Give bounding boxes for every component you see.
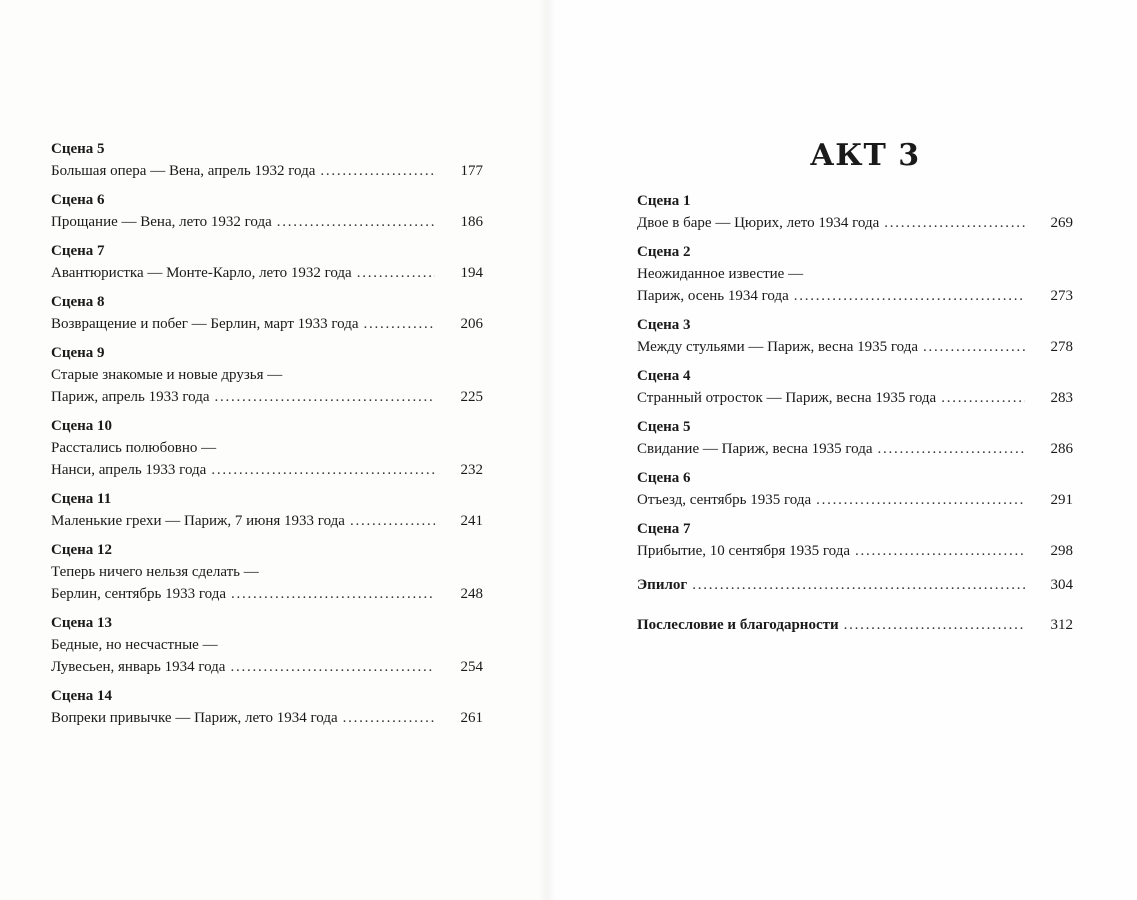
toc-entry[interactable]: [637, 467, 1073, 511]
page-number: 225: [460, 389, 483, 405]
leader-dots: [364, 313, 435, 335]
scene-title-line: [637, 489, 1073, 511]
scene-title-text: Между стульями — Париж, весна 1935 года: [637, 339, 919, 355]
scene-title-line: [51, 707, 483, 729]
toc-entry[interactable]: [51, 291, 483, 335]
scene-label: Сцена 14: [51, 688, 113, 704]
scene-title-text: Бедные, но несчастные —: [51, 637, 218, 653]
page-number: 261: [460, 710, 483, 726]
page-number: 254: [460, 659, 483, 675]
scene-title-line: [51, 386, 483, 408]
scene-title-text: Нанси, апрель 1933 года: [51, 462, 207, 478]
toc-entry[interactable]: [637, 314, 1073, 358]
toc-entry[interactable]: [637, 365, 1073, 409]
scene-title-text: Расстались полюбовно —: [51, 440, 217, 456]
scene-label: Сцена 6: [51, 192, 105, 208]
page-number: 286: [1050, 441, 1073, 457]
scene-title-text: Возвращение и побег — Берлин, март 1933 года: [51, 316, 359, 332]
scene-title-line: [51, 211, 483, 233]
toc-entry[interactable]: [637, 416, 1073, 460]
scene-label: Сцена 8: [51, 294, 105, 310]
toc-entry[interactable]: [51, 488, 483, 532]
scene-title-line: [51, 656, 483, 678]
scene-title-text: Неожиданное известие —: [637, 266, 804, 282]
leader-dots: [277, 211, 435, 233]
toc-entry-afterword[interactable]: [637, 614, 1073, 636]
scene-title-line: [51, 634, 483, 656]
scene-label: Сцена 9: [51, 345, 105, 361]
page-number: 186: [460, 214, 483, 230]
scene-label: Сцена 11: [51, 491, 112, 507]
act-title: АКТ 3: [809, 138, 921, 173]
scene-title-line: [51, 510, 483, 532]
scene-title-text: Прибытие, 10 сентября 1935 года: [637, 543, 851, 559]
scene-title-line: [51, 160, 483, 182]
scene-title-text: Авантюристка — Монте-Карло, лето 1932 года: [51, 265, 352, 281]
scene-label: Сцена 4: [637, 368, 691, 384]
scene-title-text: Теперь ничего нельзя сделать —: [51, 564, 259, 580]
leader-dots: [941, 387, 1025, 409]
toc-entry[interactable]: [51, 612, 483, 678]
epilogue-page-number: 304: [1050, 577, 1073, 593]
scene-title-text: Вопреки привычке — Париж, лето 1934 года: [51, 710, 338, 726]
scene-title-text: Большая опера — Вена, апрель 1932 года: [51, 163, 316, 179]
scene-label: Сцена 1: [637, 193, 691, 209]
toc-entry[interactable]: [637, 190, 1073, 234]
scene-label: Сцена 7: [51, 243, 105, 259]
page-number: 291: [1050, 492, 1073, 508]
page-number: 232: [460, 462, 483, 478]
scene-title-text: Странный отросток — Париж, весна 1935 года: [637, 390, 937, 406]
leader-dots: [211, 459, 435, 481]
scene-title-line: [637, 336, 1073, 358]
scene-title-line: [51, 561, 483, 583]
scene-title-line: [51, 437, 483, 459]
book-gutter: [538, 0, 556, 900]
afterword-page-number: 312: [1050, 617, 1073, 633]
scene-label: Сцена 3: [637, 317, 691, 333]
scene-title-text: Берлин, сентябрь 1933 года: [51, 586, 227, 602]
scene-title-line: [51, 459, 483, 481]
scene-title-line: [637, 212, 1073, 234]
page-number: 278: [1050, 339, 1073, 355]
toc-entry[interactable]: [51, 539, 483, 605]
scene-title-line: [637, 540, 1073, 562]
toc-entry[interactable]: [51, 685, 483, 729]
leader-dots: [844, 614, 1025, 636]
leader-dots: [855, 540, 1025, 562]
scene-label: Сцена 12: [51, 542, 113, 558]
leader-dots: [794, 285, 1025, 307]
page-number: 248: [460, 586, 483, 602]
toc-entry-epilogue[interactable]: [637, 574, 1073, 596]
leader-dots: [230, 656, 435, 678]
page-number: 273: [1050, 288, 1073, 304]
scene-title-text: Свидание — Париж, весна 1935 года: [637, 441, 873, 457]
page-number: 283: [1050, 390, 1073, 406]
afterword-label: Послесловие и благодарности: [637, 617, 839, 633]
scene-label: Сцена 10: [51, 418, 113, 434]
scene-title-text: Париж, апрель 1933 года: [51, 389, 210, 405]
leader-dots: [816, 489, 1025, 511]
leader-dots: [231, 583, 435, 605]
scene-title-text: Двое в баре — Цюрих, лето 1934 года: [637, 215, 880, 231]
scene-title-text: Лувесьен, январь 1934 года: [51, 659, 226, 675]
leader-dots: [884, 212, 1025, 234]
scene-title-text: Старые знакомые и новые друзья —: [51, 367, 283, 383]
scene-title-line: [51, 583, 483, 605]
scene-title-text: Париж, осень 1934 года: [637, 288, 789, 304]
toc-entry[interactable]: [51, 189, 483, 233]
right-toc-entries: [637, 190, 1073, 562]
page-number: 206: [460, 316, 483, 332]
leader-dots: [357, 262, 435, 284]
page-number: 194: [460, 265, 483, 281]
toc-entry[interactable]: [51, 240, 483, 284]
page-number: 298: [1050, 543, 1073, 559]
scene-label: Сцена 5: [637, 419, 691, 435]
scene-title-text: Маленькие грехи — Париж, 7 июня 1933 года: [51, 513, 345, 529]
scene-label: Сцена 13: [51, 615, 113, 631]
toc-entry[interactable]: [637, 518, 1073, 562]
toc-entry[interactable]: [51, 138, 483, 182]
scene-label: Сцена 5: [51, 141, 105, 157]
scene-title-line: [637, 263, 1073, 285]
left-toc-list: [51, 138, 483, 736]
toc-entry[interactable]: [51, 415, 483, 481]
page-number: 241: [460, 513, 483, 529]
leader-dots: [923, 336, 1025, 358]
leader-dots: [215, 386, 436, 408]
page-number: 269: [1050, 215, 1073, 231]
leader-dots: [343, 707, 435, 729]
epilogue-label: Эпилог: [637, 577, 688, 593]
leader-dots: [692, 574, 1025, 596]
scene-title-text: Отъезд, сентябрь 1935 года: [637, 492, 812, 508]
scene-label: Сцена 6: [637, 470, 691, 486]
page-number: 177: [460, 163, 483, 179]
scene-label: Сцена 2: [637, 244, 691, 260]
scene-title-line: [51, 262, 483, 284]
leader-dots: [350, 510, 435, 532]
scene-title-text: Прощание — Вена, лето 1932 года: [51, 214, 272, 230]
right-toc-list: [637, 190, 1073, 654]
scene-title-line: [51, 364, 483, 386]
leader-dots: [320, 160, 435, 182]
scene-title-line: [637, 438, 1073, 460]
scene-title-line: [637, 387, 1073, 409]
toc-entry[interactable]: [637, 241, 1073, 307]
scene-label: Сцена 7: [637, 521, 691, 537]
leader-dots: [878, 438, 1025, 460]
scene-title-line: [637, 285, 1073, 307]
scene-title-line: [51, 313, 483, 335]
toc-entry[interactable]: [51, 342, 483, 408]
